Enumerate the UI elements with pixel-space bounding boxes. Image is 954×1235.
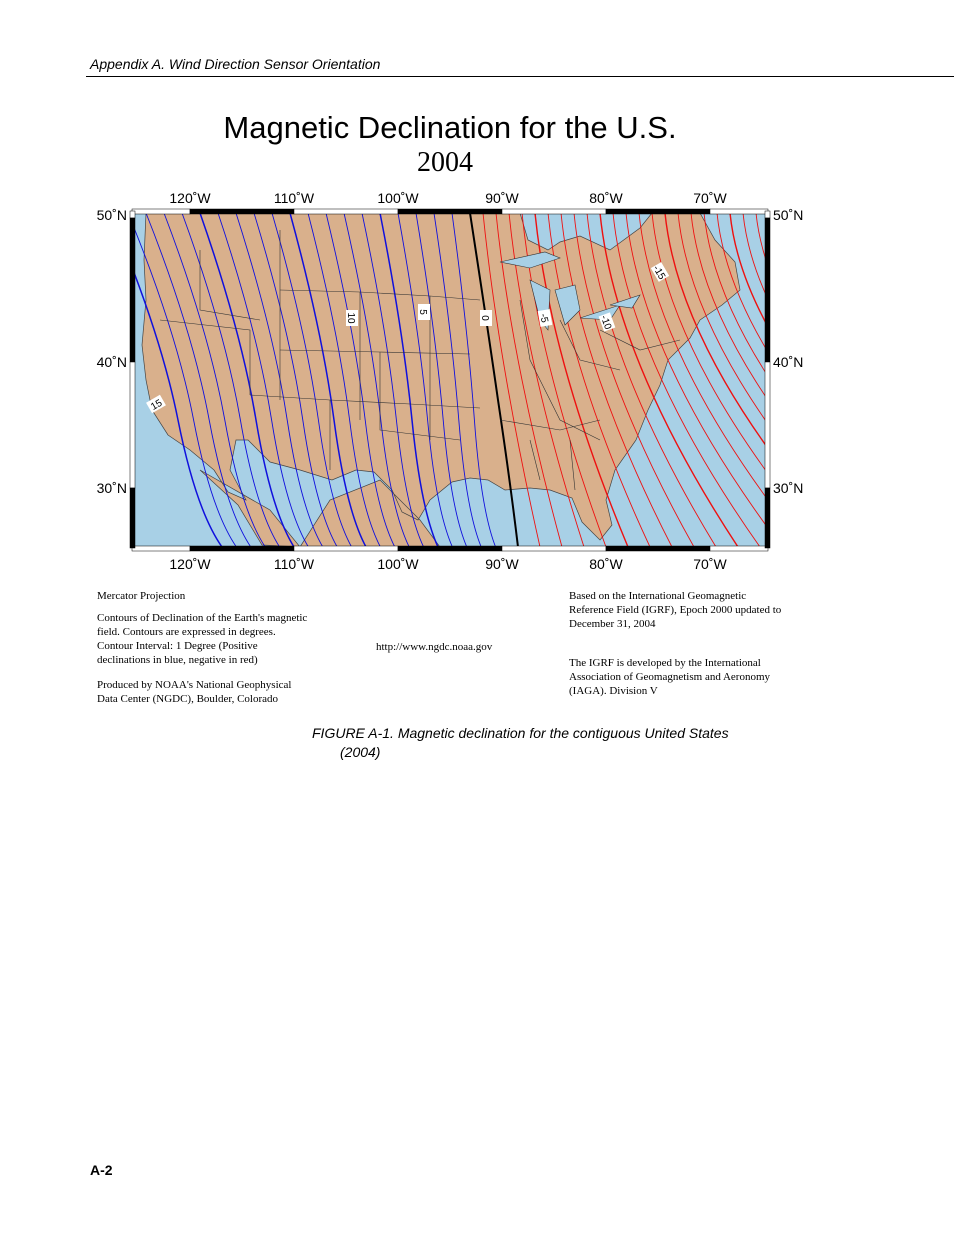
frame-segment xyxy=(765,362,770,488)
frame-segment xyxy=(294,209,398,214)
contour-label: 0 xyxy=(479,315,490,321)
negative-contour xyxy=(756,213,954,547)
frame-segment xyxy=(132,209,190,214)
longitude-label: 100˚W xyxy=(377,190,419,206)
longitude-label: 90˚W xyxy=(485,190,519,206)
frame-segment xyxy=(190,209,294,214)
longitude-label: 80˚W xyxy=(589,556,623,572)
frame-segment xyxy=(502,209,606,214)
frame-segment xyxy=(130,362,135,488)
longitude-labels-bottom xyxy=(169,556,727,572)
longitude-label: 100˚W xyxy=(377,556,419,572)
frame-segment xyxy=(765,211,770,218)
contour-label: 15 xyxy=(149,397,165,413)
frame-segment xyxy=(606,209,710,214)
figure-caption: FIGURE A-1. Magnetic declination for the contiguous United States (2004) xyxy=(312,725,729,760)
longitude-label: 110˚W xyxy=(273,556,315,572)
page-number: A-2 xyxy=(90,1162,113,1178)
latitude-label: 40˚N xyxy=(96,354,127,370)
projection-note: Mercator Projection xyxy=(97,590,186,602)
frame-segment xyxy=(765,218,770,362)
frame-segment xyxy=(294,546,398,551)
latitude-label: 50˚N xyxy=(773,207,804,223)
latitude-label: 50˚N xyxy=(96,207,127,223)
igrf-basis-note: Based on the International Geomagnetic Reference Field (IGRF), Epoch 2000 updated to December 31, 2004 xyxy=(569,590,782,630)
contour-label: -5 xyxy=(537,312,550,324)
latitude-label: 30˚N xyxy=(773,480,804,496)
negative-contour xyxy=(743,213,954,547)
longitude-labels-top xyxy=(169,190,727,206)
longitude-label: 70˚W xyxy=(693,556,727,572)
contour-note: Contours of Declination of the Earth's magnetic field. Contours are expressed in degrees. Contour Interval: 1 Degree (Positive declinations in blue, negative in red) xyxy=(97,612,308,666)
frame-segment xyxy=(130,488,135,548)
frame-segment xyxy=(130,211,135,218)
contour-label: -15 xyxy=(650,263,668,282)
longitude-label: 90˚W xyxy=(485,556,519,572)
contour-label: 5 xyxy=(417,309,428,315)
map-year: 2004 xyxy=(417,147,473,178)
frame-segment xyxy=(710,546,768,551)
frame-segment xyxy=(130,218,135,362)
latitude-labels-right xyxy=(773,207,803,496)
latitude-label: 30˚N xyxy=(96,480,127,496)
frame-segment xyxy=(398,209,502,214)
latitude-label: 40˚N xyxy=(773,354,804,370)
map-title: Magnetic Declination for the U.S. xyxy=(223,110,677,145)
longitude-label: 120˚W xyxy=(169,190,211,206)
ngdc-url[interactable]: http://www.ngdc.noaa.gov xyxy=(376,641,493,653)
longitude-label: 70˚W xyxy=(693,190,727,206)
contour-label: 10 xyxy=(345,312,356,324)
frame-segment xyxy=(606,546,710,551)
iaga-note: The IGRF is developed by the International Association of Geomagnetism and Aeronomy (IAGA). Division V xyxy=(569,657,771,697)
longitude-label: 80˚W xyxy=(589,190,623,206)
contour-label: -10 xyxy=(597,313,614,332)
latitude-labels-left xyxy=(97,207,127,496)
frame-segment xyxy=(765,488,770,548)
frame-segment xyxy=(502,546,606,551)
longitude-label: 110˚W xyxy=(273,190,315,206)
producer-note: Produced by NOAA's National Geophysical Data Center (NGDC), Boulder, Colorado xyxy=(97,679,292,705)
frame-segment xyxy=(710,209,768,214)
frame-segment xyxy=(190,546,294,551)
page-header: Appendix A. Wind Direction Sensor Orientation xyxy=(90,56,381,72)
frame-segment xyxy=(132,546,190,551)
frame-segment xyxy=(398,546,502,551)
longitude-label: 120˚W xyxy=(169,556,211,572)
